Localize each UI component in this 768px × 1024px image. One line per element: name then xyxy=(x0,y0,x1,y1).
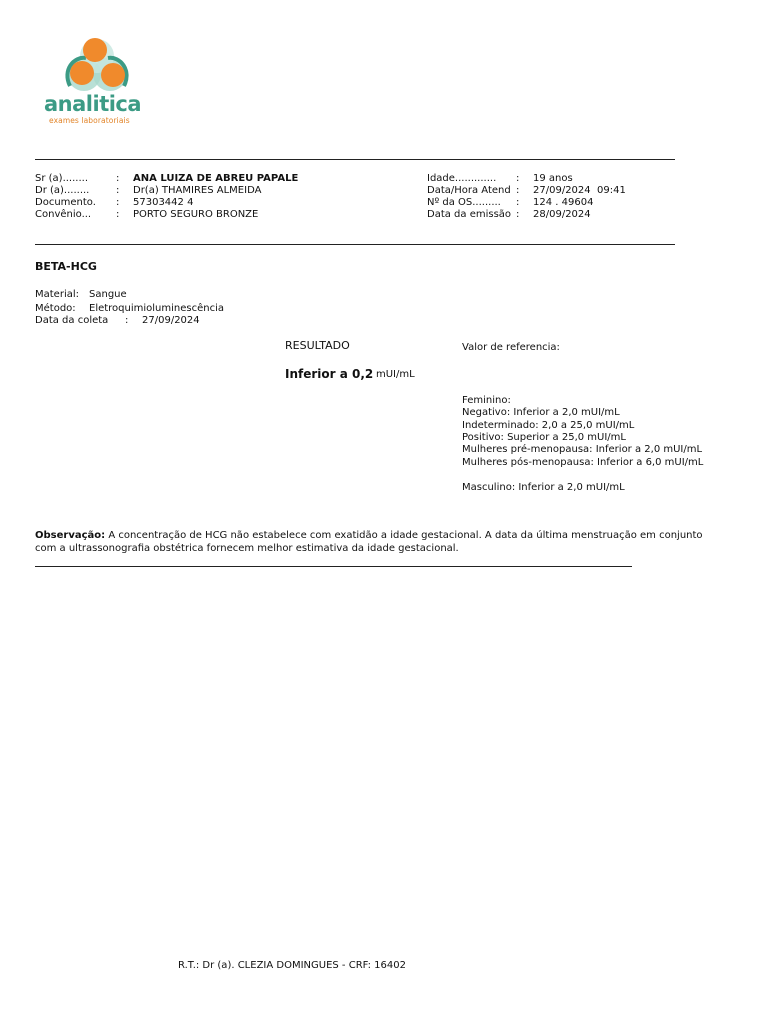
material-value: Sangue xyxy=(89,289,127,300)
footer-rt: R.T.: Dr (a). CLEZIA DOMINGUES - CRF: 16402 xyxy=(178,960,406,971)
collection-date: 27/09/2024 xyxy=(142,315,200,326)
method-label: Método: xyxy=(35,303,76,314)
reference-male: Masculino: Inferior a 2,0 mUI/mL xyxy=(462,482,625,493)
result-unit: mUI/mL xyxy=(376,369,415,380)
insurance-label: Convênio... xyxy=(35,209,92,220)
collection-label: Data da coleta xyxy=(35,315,109,326)
datetime-colon: : xyxy=(516,185,520,196)
header-rule-top xyxy=(35,159,675,160)
reference-line: Indeterminado: 2,0 a 25,0 mUI/mL xyxy=(462,420,635,431)
emission-label: Data da emissão xyxy=(427,209,512,220)
emission-value: 28/09/2024 xyxy=(533,209,591,220)
emission-colon: : xyxy=(516,209,520,220)
patient-name-colon: : xyxy=(116,173,120,184)
os-value: 124 . 49604 xyxy=(533,197,594,208)
patient-name: ANA LUIZA DE ABREU PAPALE xyxy=(133,173,299,184)
document-value: 57303442 4 xyxy=(133,197,194,208)
insurance-colon: : xyxy=(116,209,120,220)
datetime-value: 27/09/2024 09:41 xyxy=(533,185,626,196)
result-value: Inferior a 0,2 xyxy=(285,367,374,381)
collection-colon: : xyxy=(125,315,129,326)
reference-line: Negativo: Inferior a 2,0 mUI/mL xyxy=(462,407,620,418)
doctor-label: Dr (a)........ xyxy=(35,185,90,196)
age-colon: : xyxy=(516,173,520,184)
observation-rule xyxy=(35,566,632,567)
material-label: Material: xyxy=(35,289,79,300)
document-colon: : xyxy=(116,197,120,208)
doctor-colon: : xyxy=(116,185,120,196)
doctor-name: Dr(a) THAMIRES ALMEIDA xyxy=(133,185,262,196)
age-label: Idade............. xyxy=(427,173,497,184)
patient-name-label: Sr (a)........ xyxy=(35,173,88,184)
reference-line: Positivo: Superior a 25,0 mUI/mL xyxy=(462,432,626,443)
document-label: Documento. xyxy=(35,197,96,208)
logo-tagline: exames laboratoriais xyxy=(49,116,130,125)
os-label: Nº da OS......... xyxy=(427,197,501,208)
observation-text: A concentração de HCG não estabelece com exatidão a idade gestacional. A data da última menstruação em conjunto com a ultrassonografia obstétrica fornecem melhor estimativa da idade gestacional. xyxy=(35,530,703,554)
insurance-value: PORTO SEGURO BRONZE xyxy=(133,209,259,220)
reference-line: Mulheres pós-menopausa: Inferior a 6,0 mUI/mL xyxy=(462,457,704,468)
observation-label: Observação: xyxy=(35,530,106,541)
result-heading: RESULTADO xyxy=(285,339,350,352)
exam-title: BETA-HCG xyxy=(35,260,97,273)
age-value: 19 anos xyxy=(533,173,573,184)
logo-wordmark: analitica xyxy=(44,92,142,116)
reference-line: Mulheres pré-menopausa: Inferior a 2,0 mUI/mL xyxy=(462,444,703,455)
header-rule-bottom xyxy=(35,244,675,245)
observation xyxy=(35,530,715,555)
os-colon: : xyxy=(516,197,520,208)
method-value: Eletroquimioluminescência xyxy=(89,303,225,314)
reference-heading: Valor de referencia: xyxy=(462,342,560,353)
reference-line: Feminino: xyxy=(462,395,511,406)
datetime-label: Data/Hora Atend xyxy=(427,185,511,196)
